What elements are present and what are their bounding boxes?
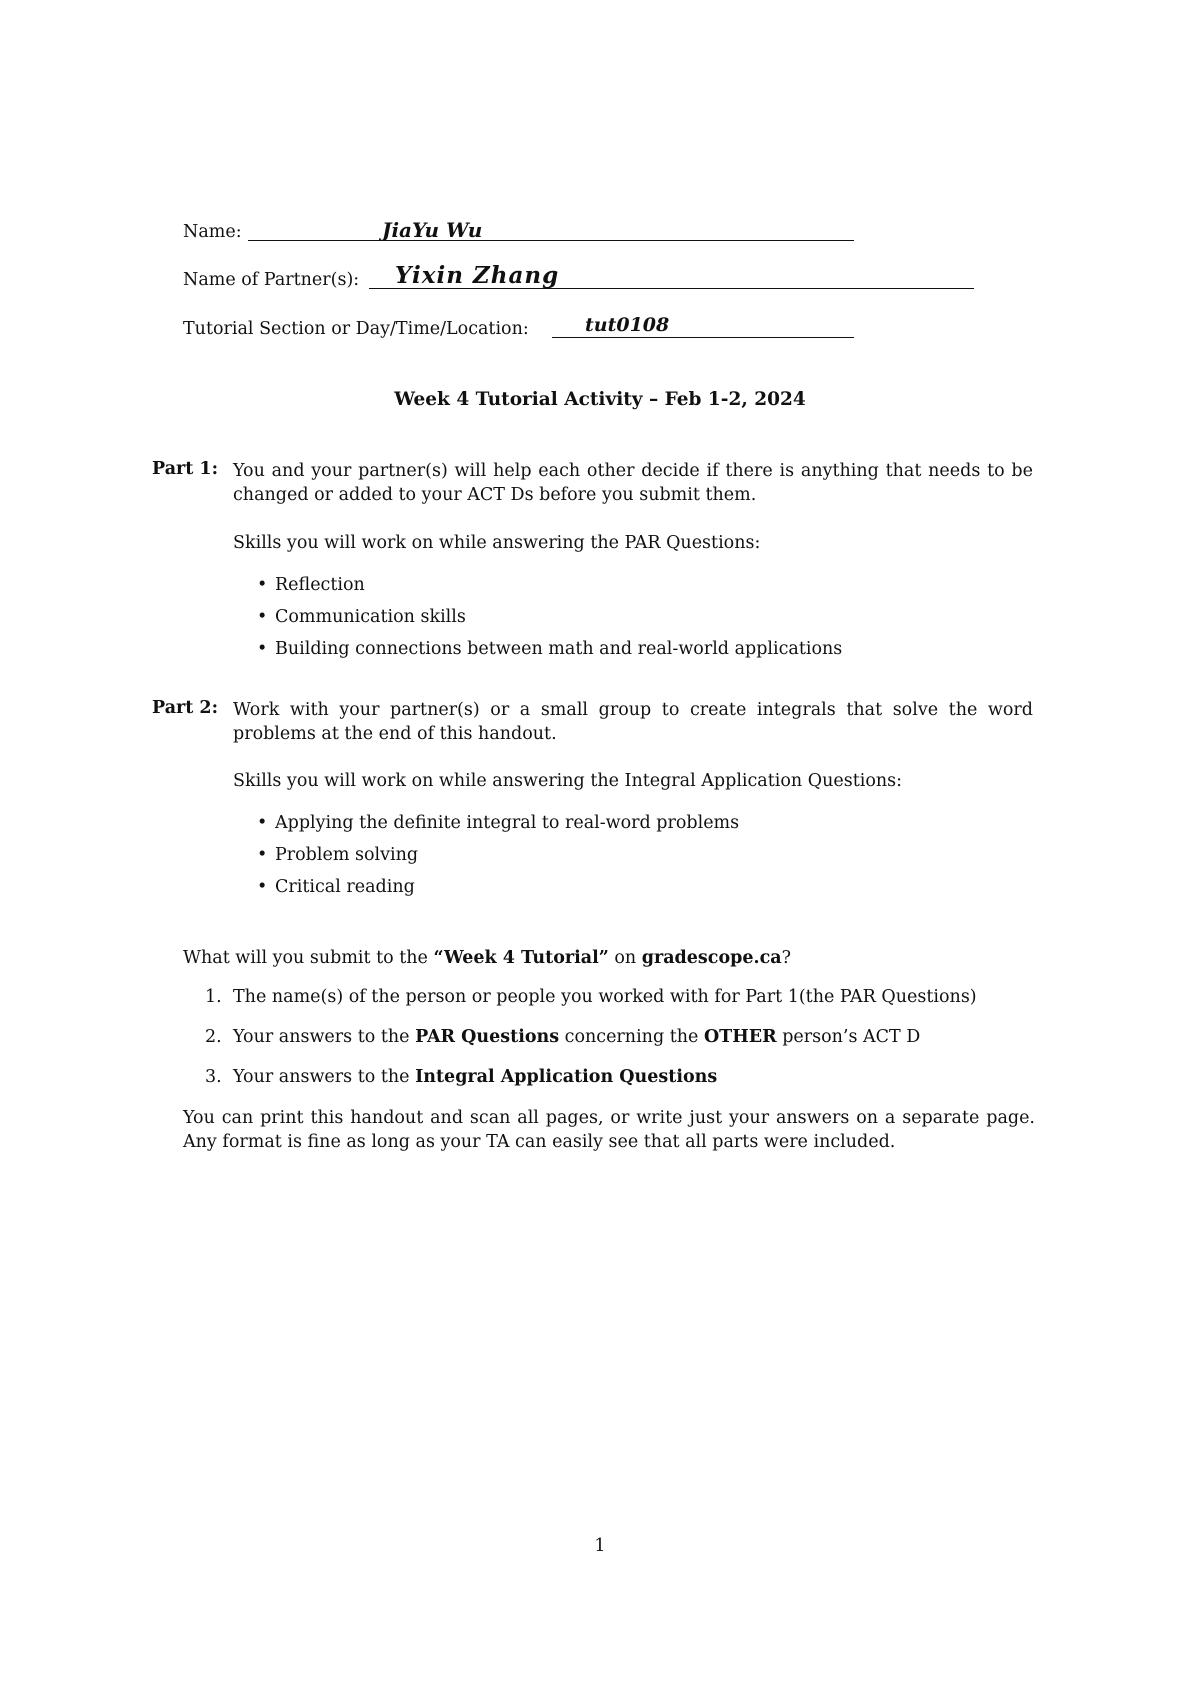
name-line[interactable]	[248, 240, 854, 241]
list-text: Your answers to the	[233, 1027, 416, 1047]
submission-note: You can print this handout and scan all pages, or write just your answers on a separate page. Any format is fine as long as your TA can easily see that all parts were included.	[183, 1108, 1035, 1152]
list-item: • Reflection	[257, 573, 842, 605]
list-item	[183, 1065, 977, 1105]
tutorial-handwriting: tut0108	[585, 314, 670, 336]
name-handwriting: JiaYu Wu	[382, 218, 483, 242]
name-label: Name:	[183, 222, 242, 242]
list-item: • Communication skills	[257, 605, 842, 637]
list-item: • Critical reading	[257, 875, 739, 907]
partner-label: Name of Partner(s):	[183, 270, 360, 290]
list-text-bold: PAR Questions	[415, 1027, 560, 1047]
part-2-skills-intro: Skills you will work on while answering the Integral Application Questions:	[233, 771, 903, 791]
page-number: 1	[594, 1536, 606, 1556]
part-2-label: Part 2:	[152, 698, 219, 718]
part-1-text: You and your partner(s) will help each other decide if there is anything that needs to be changed or added to your ACT Ds before you submit them.	[233, 461, 1033, 505]
tutorial-label: Tutorial Section or Day/Time/Location:	[183, 319, 529, 339]
submit-question-tutorial: “Week 4 Tutorial”	[433, 948, 609, 968]
list-text-bold: OTHER	[703, 1027, 777, 1047]
list-text-bold: Integral Application Questions	[415, 1067, 718, 1087]
part-1-skills-intro: Skills you will work on while answering the PAR Questions:	[233, 533, 761, 553]
part-2-text: Work with your partner(s) or a small group to create integrals that solve the word problems at the end of this handout.	[233, 700, 1033, 744]
submit-question-site: gradescope.ca	[641, 948, 782, 968]
submit-question-end: ?	[781, 948, 791, 968]
part-1-skills-list	[257, 573, 842, 669]
list-number: 2.	[205, 1027, 222, 1047]
list-item	[183, 985, 977, 1025]
part-2-skills-list	[257, 811, 739, 907]
list-number: 3.	[205, 1067, 222, 1087]
list-item: • Building connections between math and real-world applications	[257, 637, 842, 669]
list-item: • Applying the definite integral to real-word problems	[257, 811, 739, 843]
part-1-label: Part 1:	[152, 459, 219, 479]
partner-handwriting: Yixin Zhang	[395, 262, 560, 289]
submit-question-prefix: What will you submit to the	[183, 948, 434, 968]
list-text: person’s ACT D	[776, 1027, 921, 1047]
list-text: The name(s) of the person or people you worked with for Part 1(the PAR Questions)	[233, 987, 977, 1007]
list-item: • Problem solving	[257, 843, 739, 875]
submit-list	[183, 985, 977, 1105]
submit-question-mid: on	[608, 948, 642, 968]
tutorial-line[interactable]	[552, 337, 854, 338]
submit-question	[183, 948, 791, 968]
list-text: Your answers to the	[233, 1067, 416, 1087]
page-title: Week 4 Tutorial Activity – Feb 1-2, 2024	[394, 389, 806, 410]
list-number: 1.	[205, 987, 222, 1007]
list-item	[183, 1025, 977, 1065]
list-text: concerning the	[559, 1027, 704, 1047]
